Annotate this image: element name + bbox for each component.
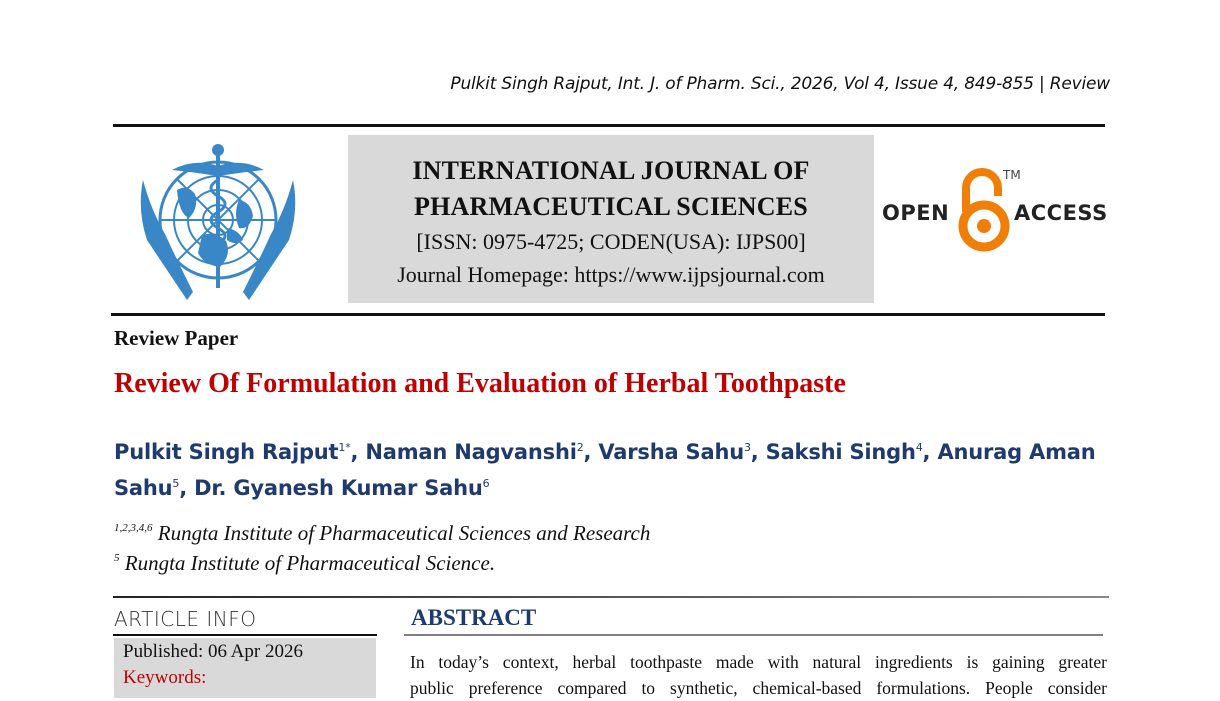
abstract-underline — [404, 634, 1103, 636]
running-head: Pulkit Singh Rajput, Int. J. of Pharm. Sci., 2026, Vol 4, Issue 4, 849-855 | Review — [450, 74, 1110, 94]
article-info-underline — [113, 634, 377, 636]
author-name: Dr. Gyanesh Kumar Sahu — [194, 476, 483, 500]
affiliation-2 — [114, 551, 495, 576]
open-access-right: ACCESS — [1014, 201, 1108, 225]
journal-logo — [127, 140, 309, 306]
paper-title: Review Of Formulation and Evaluation of Herbal Toothpaste — [114, 368, 846, 399]
author-affil-mark: 1* — [338, 441, 351, 454]
article-info-box — [114, 638, 376, 698]
journal-name-line2: PHARMACEUTICAL SCIENCES — [414, 192, 808, 221]
paper-type: Review Paper — [114, 326, 239, 350]
author-name: Varsha Sahu — [598, 440, 744, 464]
caduceus-globe-emblem-icon — [127, 140, 309, 306]
author-affil-mark: 2 — [576, 441, 584, 454]
abstract-text — [410, 649, 1107, 701]
journal-masthead — [348, 135, 874, 303]
section-divider — [113, 596, 1109, 598]
affiliation-marks: 5 — [114, 552, 120, 564]
affiliation-1 — [114, 521, 650, 546]
author-affil-mark: 6 — [482, 477, 490, 490]
open-access-left: OPEN — [882, 201, 950, 225]
author-name: Pulkit Singh Rajput — [114, 440, 339, 464]
keywords-label: Keywords: — [123, 667, 207, 688]
affiliation-marks: 1,2,3,4,6 — [114, 522, 153, 534]
abstract-line: public preference compared to synthetic, chemical-based formulations. People consider — [410, 678, 1107, 698]
open-access-logo — [880, 166, 1110, 252]
header-rule-top — [113, 124, 1105, 127]
published-date: Published: 06 Apr 2026 — [123, 641, 303, 662]
author-name: Sakshi Singh — [765, 440, 916, 464]
affiliation-text: Rungta Institute of Pharmaceutical Sciences and Research — [157, 521, 651, 545]
abstract-heading: ABSTRACT — [411, 605, 537, 630]
trademark-mark: TM — [1003, 168, 1021, 182]
author-affil-mark: 4 — [915, 441, 923, 454]
author-list: Pulkit Singh Rajput$^{1*}$, Naman Nagvanshi$^2$, Varsha Sahu$^3$, Sakshi Singh$^4$, Anurag Aman Sahu$^5$, Dr. Gyanesh Kumar Sahu$^6$ — [114, 440, 1096, 500]
header-rule-bottom — [111, 313, 1105, 316]
author-affil-mark: 3 — [743, 441, 751, 454]
journal-name-line1: INTERNATIONAL JOURNAL OF — [412, 156, 810, 185]
abstract-line: In today’s context, herbal toothpaste made with natural ingredients is gaining greater — [410, 652, 1107, 672]
author-affil-mark: 5 — [172, 477, 180, 490]
author-name: Naman Nagvanshi — [365, 440, 577, 464]
affiliation-text: Rungta Institute of Pharmaceutical Science. — [124, 551, 496, 575]
article-info-heading: ARTICLE INFO — [114, 607, 257, 631]
journal-issn: [ISSN: 0975-4725; CODEN(USA): IJPS00] — [416, 229, 806, 254]
author-name: Anurag Aman Sahu — [114, 440, 1096, 500]
journal-homepage: Journal Homepage: https://www.ijpsjournal.com — [397, 262, 825, 287]
